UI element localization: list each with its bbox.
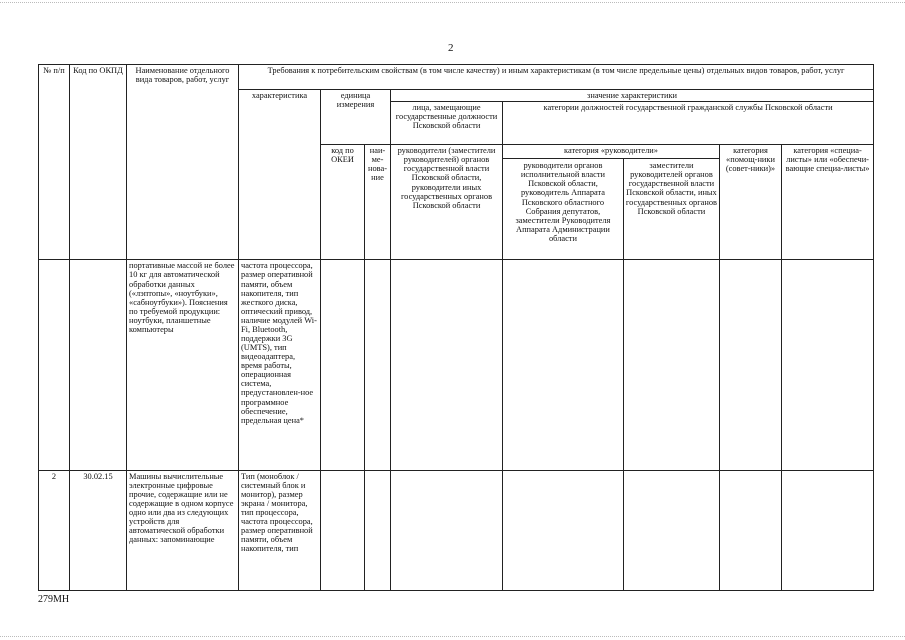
row-cell-value: [720, 470, 782, 590]
header-heads-exec: руководители (заместители руководителей) органов государственной власти Псковской области, руководители иных государственных органов Псковской области: [391, 145, 503, 260]
row-cell-okei: [321, 260, 365, 470]
row-cell-unit: [365, 470, 391, 590]
header-cat-heads-subcols: [503, 159, 719, 259]
header-value: значение характеристики: [391, 90, 874, 102]
row-characteristic: частота процессора, размер оперативной памяти, объем накопителя, тип жесткого диска, оптический привод, наличие модулей Wi-Fi, Bluetooth, поддержки 3G (UMTS), тип видеоадаптера, время работы, операционная система, предустановлен-ное программное обеспечение, предельная цена*: [239, 260, 321, 470]
row-cell-value: [503, 260, 624, 470]
row-cell-value: [624, 260, 720, 470]
header-requirements: Требования к потребительским свойствам (в том числе качеству) и иным характеристикам (в том числе предельные цены) отдельных видов товаров, работ, услуг: [239, 65, 874, 90]
header-num: № п/п: [39, 65, 70, 260]
header-cat-heads-cell: [503, 145, 720, 260]
table-row: [39, 470, 874, 590]
row-okpd: 30.02.15: [70, 470, 127, 590]
header-row-1: [39, 65, 874, 90]
row-num: 2: [39, 470, 70, 590]
row-name: портативные массой не более 10 кг для автоматической обработки данных («лэптопы», «ноутбуки», «сабноутбуки»). Пояснения по требуемой продукции: ноутбуки, планшетные компьютеры: [127, 260, 239, 470]
header-cat-assist: категория «помощ-ники (совет-ники)»: [720, 145, 782, 260]
header-cat-heads-sub2: заместители руководителей органов государственной власти Псковской области, иных государственных органов Псковской области: [625, 161, 717, 216]
row-characteristic: Тип (моноблок / системный блок и монитор), размер экрана / монитора, тип процессора, частота процессора, размер оперативной памяти, объем накопителя, тип: [239, 470, 321, 590]
header-unit-name: наи-ме-нова-ние: [365, 145, 391, 260]
header-state-positions: лица, замещающие государственные должности Псковской области: [391, 102, 503, 145]
scan-edge-bottom: [0, 636, 905, 638]
header-civil-service: категории должностей государственной гражданской службы Псковской области: [503, 102, 874, 145]
row-cell-value: [391, 470, 503, 590]
header-cat-heads-sub1: руководители органов исполнительной власти Псковской области, руководитель Аппарата Псковского областного Собрания депутатов, заместители Руководителя Аппарата Администрации области: [503, 159, 624, 259]
header-unit: единица измерения: [321, 90, 391, 145]
requirements-table: [38, 64, 874, 591]
row-name: Машины вычислительные электронные цифровые прочие, содержащие или не содержащие в одном корпусе одно или два из следующих устройств для автоматической обработки данных: запоминающие: [127, 470, 239, 590]
page-number: 2: [448, 42, 454, 54]
row-cell-okei: [321, 470, 365, 590]
row-cell-value: [391, 260, 503, 470]
table-row: [39, 260, 874, 470]
header-okpd: Код по ОКПД: [70, 65, 127, 260]
row-cell-value: [720, 260, 782, 470]
header-name: Наименование отдельного вида товаров, работ, услуг: [127, 65, 239, 260]
row-cell-value: [782, 260, 874, 470]
row-okpd: [70, 260, 127, 470]
footer-code: 279МН: [38, 594, 70, 605]
row-cell-value: [503, 470, 624, 590]
header-characteristic: характеристика: [239, 90, 321, 260]
header-cat-heads: категория «руководители»: [503, 145, 719, 159]
row-num: [39, 260, 70, 470]
header-cat-spec: категория «специа-листы» или «обеспечи-вающие специа-листы»: [782, 145, 874, 260]
row-cell-unit: [365, 260, 391, 470]
scan-edge-top: [0, 2, 905, 4]
row-cell-value: [624, 470, 720, 590]
header-okei-code: код по ОКЕИ: [321, 145, 365, 260]
row-cell-value: [782, 470, 874, 590]
